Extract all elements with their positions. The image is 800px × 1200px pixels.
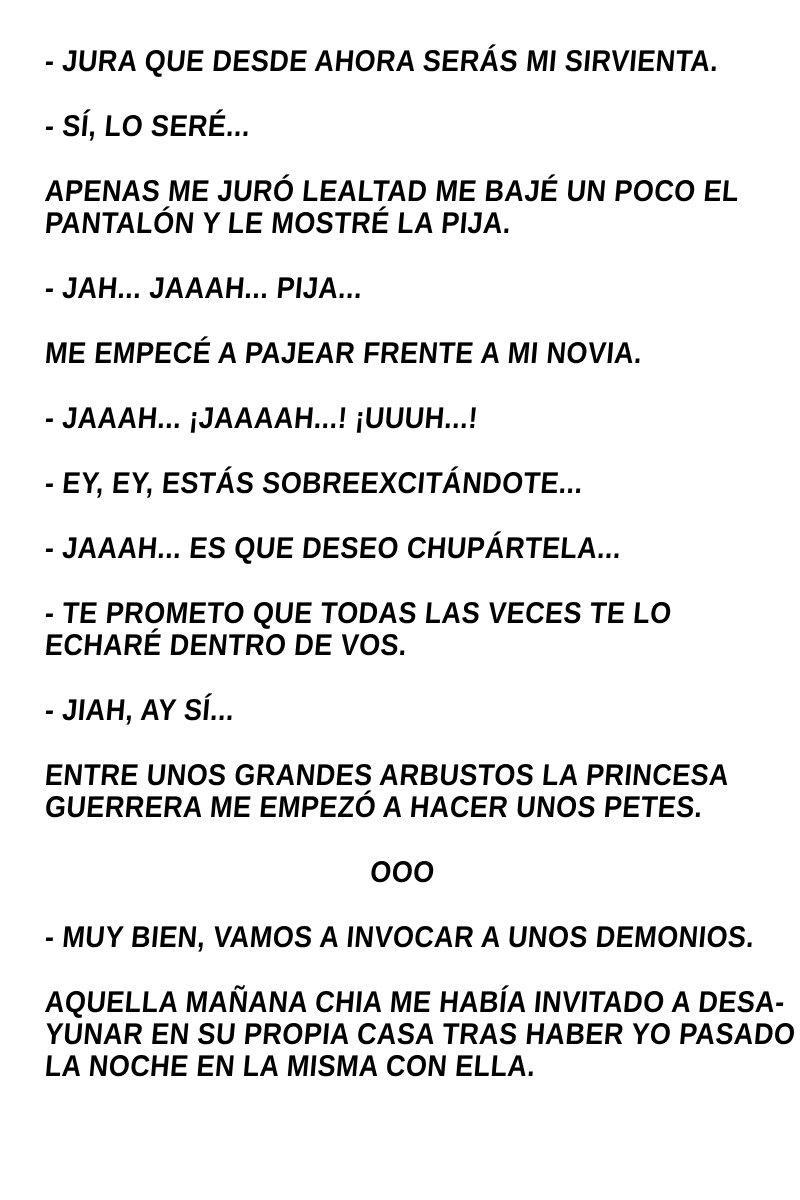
text-line: - JAH... JAAAH... PIJA... (43, 272, 364, 305)
narration-paragraph (45, 760, 760, 824)
dialogue-line (45, 695, 760, 727)
dialogue-line (45, 111, 760, 143)
text-line: AQUELLA MAÑANA CHIA ME HABÍA INVITADO A DESA- (43, 986, 787, 1019)
dialogue-line (45, 922, 760, 954)
text-line: GUERRERA ME EMPEZÓ A HACER UNOS PETES. (43, 791, 705, 824)
text-line: YUNAR EN SU PROPIA CASA TRAS HABER YO PASADO (43, 1018, 797, 1051)
text-line: LA NOCHE EN LA MISMA CON ELLA. (43, 1050, 537, 1083)
text-line: - JAAAH... ¡JAAAAH...! ¡UUUH...! (43, 402, 480, 435)
text-line: - JAAAH... ES QUE DESEO CHUPÁRTELA... (43, 532, 623, 565)
dialogue-line (45, 533, 760, 565)
text-line: APENAS ME JURÓ LEALTAD ME BAJÉ UN POCO EL (43, 175, 741, 208)
dialogue-line (45, 403, 760, 435)
text-line: - SÍ, LO SERÉ... (43, 110, 252, 143)
text-line: ME EMPECÉ A PAJEAR FRENTE A MI NOVIA. (43, 337, 644, 370)
text-line: - JIAH, AY SÍ... (43, 694, 236, 727)
narration-paragraph (43, 986, 797, 1083)
dialogue-line (45, 46, 760, 78)
text-line: - EY, EY, ESTÁS SOBREEXCITÁNDOTE... (43, 467, 585, 500)
text-line: - JURA QUE DESDE AHORA SERÁS MI SIRVIENTA. (43, 45, 720, 78)
narration-paragraph (45, 176, 760, 240)
text-line: - MUY BIEN, VAMOS A INVOCAR A UNOS DEMONIOS. (43, 921, 756, 954)
dialogue-line (45, 273, 760, 305)
text-line: - TE PROMETO QUE TODAS LAS VECES TE LO (43, 597, 674, 630)
dialogue-line (45, 468, 760, 500)
text-line: PANTALÓN Y LE MOSTRÉ LA PIJA. (43, 207, 513, 240)
text-line: ECHARÉ DENTRO DE VOS. (43, 629, 409, 662)
text-line: ENTRE UNOS GRANDES ARBUSTOS LA PRINCESA (43, 759, 731, 792)
separator-text: OOO (368, 856, 437, 889)
dialogue-line (45, 598, 760, 662)
scene-separator (45, 857, 760, 889)
narration-paragraph (45, 338, 760, 370)
